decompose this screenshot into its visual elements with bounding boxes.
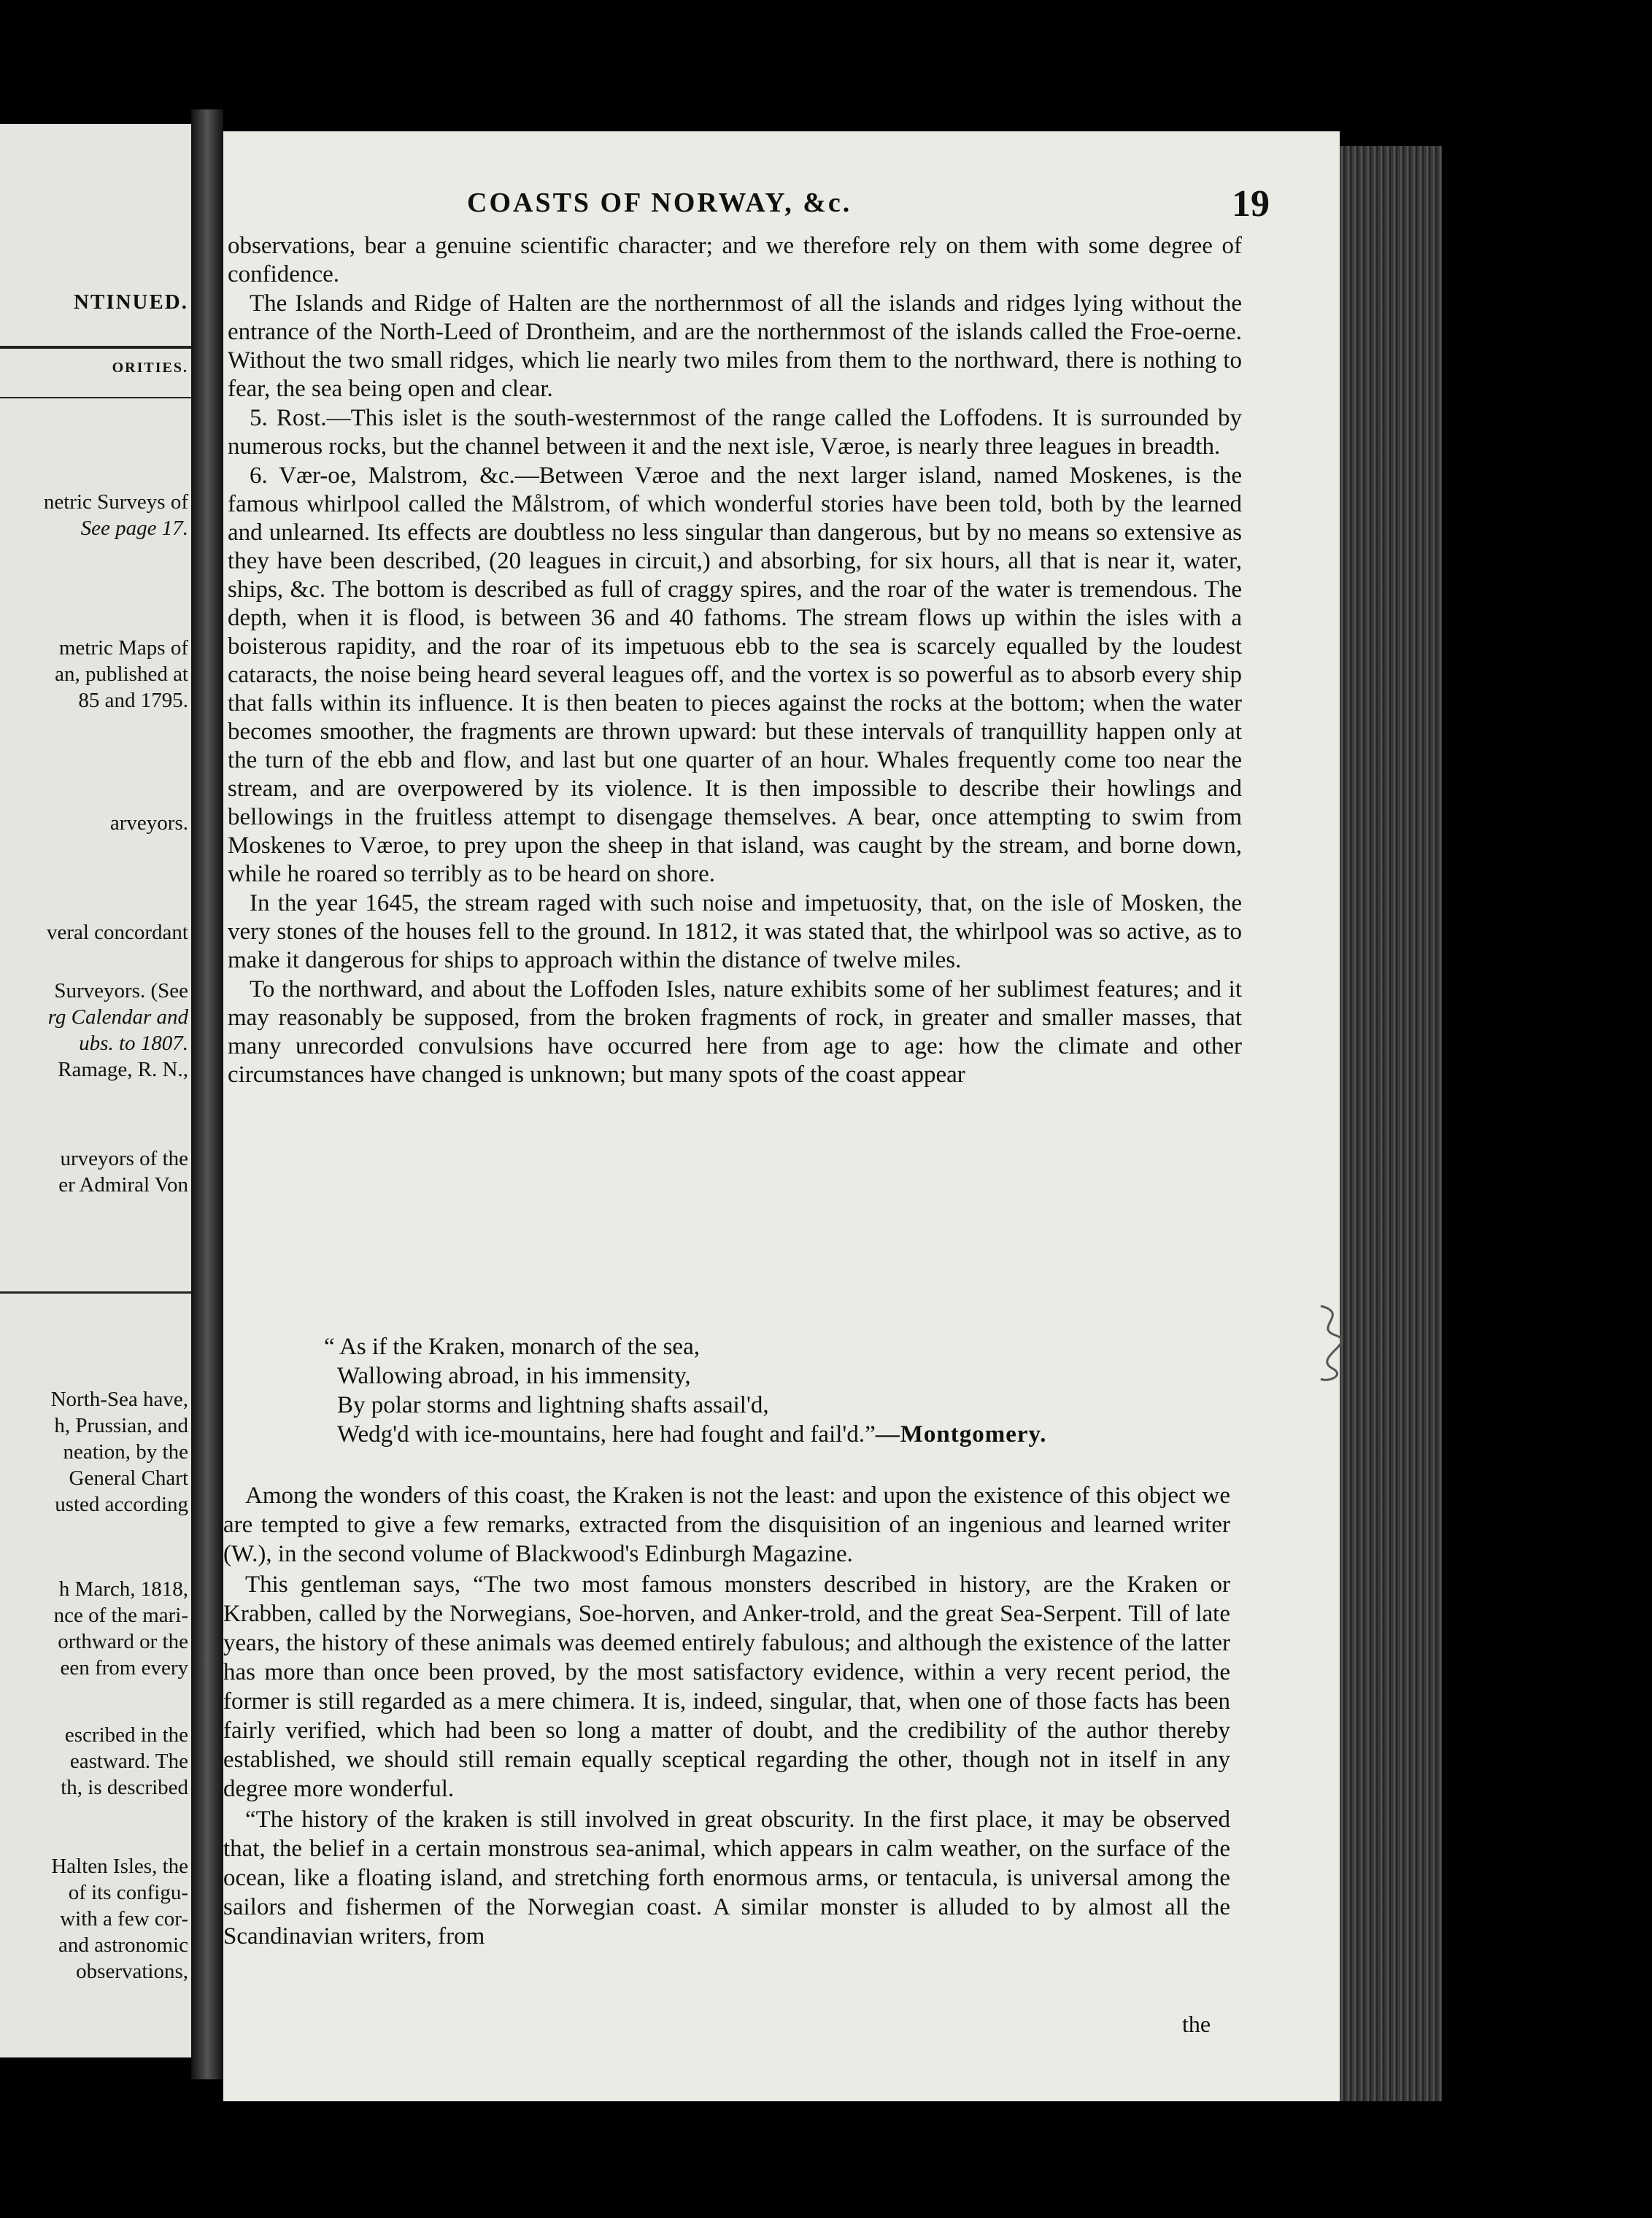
poem-line: “ As if the Kraken, monarch of the sea, bbox=[324, 1334, 700, 1360]
catchword: the bbox=[1182, 2011, 1211, 2037]
left-line: Surveyors. (See bbox=[54, 979, 188, 1002]
poem-quote bbox=[324, 1332, 1221, 1449]
page-number: 19 bbox=[1232, 183, 1270, 225]
pencil-annotation-icon bbox=[1306, 1299, 1357, 1386]
left-line: nce of the mari- bbox=[53, 1604, 188, 1627]
left-line: neation, by the bbox=[63, 1440, 188, 1464]
left-line: urveyors of the bbox=[60, 1147, 188, 1170]
left-line: See page 17. bbox=[80, 517, 188, 540]
left-line: h March, 1818, bbox=[58, 1577, 188, 1601]
left-line: ubs. to 1807. bbox=[79, 1032, 188, 1055]
left-line: Ramage, R. N., bbox=[58, 1058, 188, 1081]
left-line: General Chart bbox=[69, 1467, 188, 1490]
left-line: Halten Isles, the bbox=[51, 1855, 188, 1878]
paragraph: This gentleman says, “The two most famous monsters described in history, are the Kraken or Krabben, called by the Norwegians, Soe-horven, and Anker-trold, and the great Sea-Serpent. Till of late years, the history of these animals was deemed entirely fabulous; and although the existence of the latter has more than once been proved, by the most satisfactory evidence, within a very recent period, the former is still regarded as a mere chimera. It is, indeed, singular, that, when one of those facts has been fairly verified, which had been so long a matter of doubt, and the credibility of the author thereby established, we should still remain equally sceptical regarding the other, though not in itself in any degree more wonderful. bbox=[223, 1572, 1230, 1802]
left-line: netric Surveys of bbox=[43, 490, 188, 514]
left-line: er Admiral Von bbox=[58, 1173, 188, 1197]
left-line: escribed in the bbox=[64, 1723, 188, 1747]
left-facing-page bbox=[0, 124, 191, 2057]
left-line: orthward or the bbox=[58, 1630, 188, 1653]
paragraph: To the northward, and about the Loffoden Isles, nature exhibits some of her sublimest features; and it may reasonably be supposed, from the broken fragments of rock, in greater and smaller masses, that many unrecorded convulsions have occurred here from age to age: how the climate and other circumstances have changed is unknown; but many spots of the coast appear bbox=[228, 976, 1242, 1088]
paragraph: 6. Vær-oe, Malstrom, &c.—Between Væroe and the next larger island, named Moskenes, is the famous whirlpool called the Målstrom, of which wonderful stories have been told, both by the learned and unlearned. Its effects are doubtless no less singular than dangerous, but by no means so extensive as they have been described, (20 leagues in circuit,) and absorbing, for six hours, all that is near it, water, ships, &c. The bottom is described as full of craggy spires, and the roar of the water is tremendous. The depth, when it is flood, is between 36 and 40 fathoms. The stream flows up within the isles with a boisterous rapidity, and the roar of its impetuous ebb to the sea is scarcely equalled by the loudest cataracts, the noise being heard several leagues off, and the vortex is so powerful as to absorb every ship that falls within its influence. It is then beaten to pieces against the rocks at the bottom; when the water becomes smoother, the fragments are thrown upward: but these intervals of tranquillity happen only at the turn of the ebb and flow, and last but one quarter of an hour. Whales frequently come too near the stream, and are overpowered by its violence. It is then impossible to describe their howlings and bellowings in the fruitless attempt to disengage themselves. A bear, once attempting to swim from Moskenes to Væroe, to prey upon the sheep in that island, was caught by the stream, and borne down, while he roared so terribly as to be heard on shore. bbox=[228, 463, 1242, 887]
left-line: NTINUED. bbox=[74, 290, 188, 314]
left-line: metric Maps of bbox=[58, 636, 188, 660]
poem-line: By polar storms and lightning shafts assail'd, bbox=[337, 1392, 769, 1418]
left-line: arveyors. bbox=[109, 811, 188, 835]
left-line: North-Sea have, bbox=[50, 1388, 188, 1411]
page-edge bbox=[1340, 146, 1442, 2101]
poem-line: Wallowing abroad, in his immensity, bbox=[337, 1363, 691, 1389]
divider bbox=[0, 346, 191, 349]
header-title: COASTS OF NORWAY, &c. bbox=[467, 188, 852, 218]
left-line: eastward. The bbox=[69, 1750, 188, 1773]
left-line: rg Calendar and bbox=[47, 1005, 188, 1029]
running-header bbox=[467, 183, 1270, 225]
divider bbox=[0, 1291, 191, 1294]
paragraph: Among the wonders of this coast, the Kraken is not the least: and upon the existence of this object we are tempted to give a few remarks, extracted from the disquisition of an ingenious and learned writer (W.), in the second volume of Blackwood's Edinburgh Magazine. bbox=[223, 1483, 1230, 1567]
left-line: th, is described bbox=[61, 1776, 188, 1799]
left-line: een from every bbox=[60, 1656, 188, 1680]
body-text bbox=[228, 232, 1242, 1090]
left-line: of its configu- bbox=[68, 1881, 188, 1904]
divider bbox=[0, 397, 191, 398]
paragraph: “The history of the kraken is still involved in great obscurity. In the first place, it may be observed that, the belief in a certain monstrous sea-animal, which appears in calm weather, on the surface of the ocean, like a floating island, and stretching forth enormous arms, or tentacula, is universal among the sailors and fishermen of the Norwegian coast. A similar monster is alluded to by almost all the Scandinavian writers, from bbox=[223, 1807, 1230, 1950]
poem-line: Wedg'd with ice-mountains, here had fought and fail'd.” bbox=[337, 1421, 876, 1448]
body-text-2 bbox=[223, 1481, 1230, 1952]
paragraph: The Islands and Ridge of Halten are the northernmost of all the islands and ridges lying without the entrance of the North-Leed of Drontheim, and are the northernmost of the islands called the Froe-oerne. Without the two small ridges, which lie nearly two miles from them to the northward, there is nothing to fear, the sea being open and clear. bbox=[228, 290, 1242, 402]
left-line: observations, bbox=[76, 1960, 188, 1983]
left-line: h, Prussian, and bbox=[54, 1414, 188, 1437]
left-line: 85 and 1795. bbox=[78, 689, 188, 712]
left-line: veral concordant bbox=[46, 921, 188, 944]
left-line: usted according bbox=[55, 1493, 188, 1516]
left-line: an, published at bbox=[55, 662, 188, 686]
paragraph: observations, bear a genuine scientific character; and we therefore rely on them with some degree of confidence. bbox=[228, 233, 1242, 287]
left-line: and astronomic bbox=[58, 1933, 188, 1957]
paragraph: In the year 1645, the stream raged with such noise and impetuosity, that, on the isle of Mosken, the very stones of the houses fell to the ground. In 1812, it was stated that, the whirlpool was so active, as to make it dangerous for ships to approach within the distance of twelve miles. bbox=[228, 890, 1242, 973]
left-line: with a few cor- bbox=[60, 1907, 188, 1931]
paragraph: 5. Rost.—This islet is the south-westernmost of the range called the Loffodens. It is surrounded by numerous rocks, but the channel between it and the next isle, Væroe, is nearly three leagues in breadth. bbox=[228, 405, 1242, 460]
left-line: ORITIES. bbox=[112, 360, 188, 376]
book-gutter bbox=[191, 109, 223, 2079]
poem-attribution: —Montgomery. bbox=[875, 1421, 1047, 1448]
